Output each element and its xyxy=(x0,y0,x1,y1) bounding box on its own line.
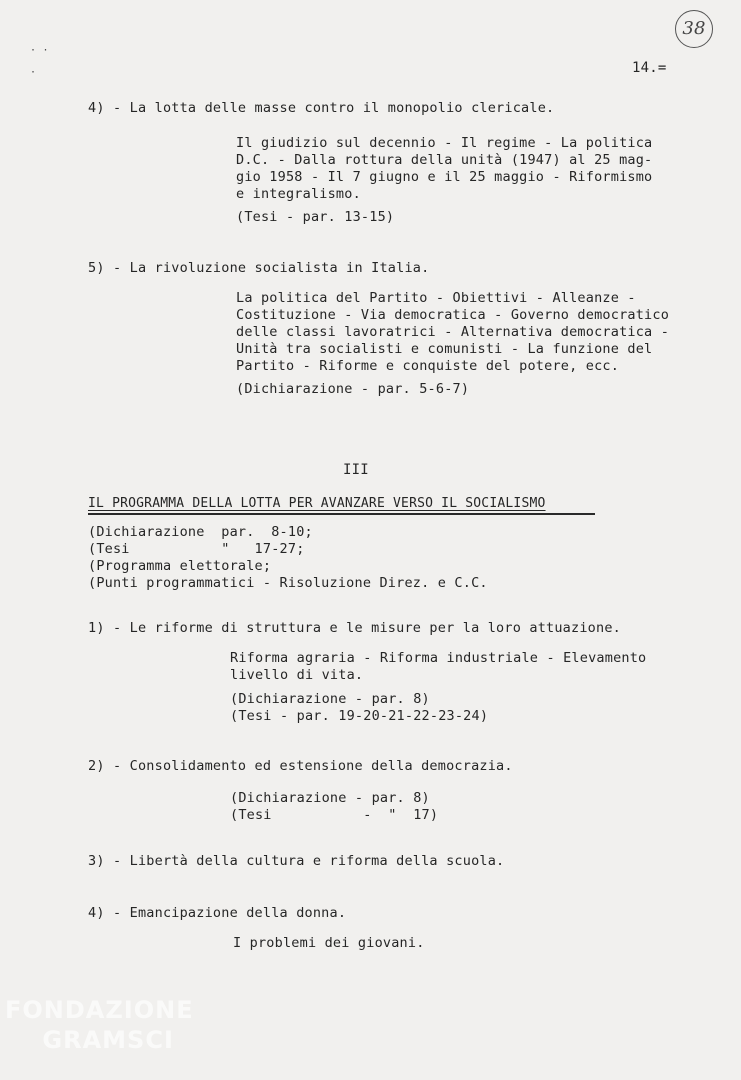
item-body: Il giudizio sul decennio - Il regime - La politica D.C. - Dalla rottura della unità (1947) al 25 mag- gio 1958 - Il 7 giugno e il 25 maggio - Riformismo e integralismo. xyxy=(236,135,653,202)
section-title: IL PROGRAMMA DELLA LOTTA PER AVANZARE VERSO IL SOCIALISMO xyxy=(88,496,546,511)
item-reference: (Dichiarazione - par. 8) (Tesi - par. 19-20-21-22-23-24) xyxy=(230,691,489,724)
page-number: 14.= xyxy=(632,60,667,76)
item-heading: 5) - La rivoluzione socialista in Italia. xyxy=(88,260,430,276)
item-heading: 4) - Emancipazione della donna. xyxy=(88,905,347,921)
item-heading: 2) - Consolidamento ed estensione della democrazia. xyxy=(88,758,513,774)
section-sources: (Dichiarazione par. 8-10; (Tesi " 17-27; (Programma elettorale; (Punti programmatici - Risoluzione Direz. e C.C. xyxy=(88,524,488,591)
item-reference: (Dichiarazione - par. 5-6-7) xyxy=(236,381,470,397)
item-heading: 3) - Libertà della cultura e riforma della scuola. xyxy=(88,853,505,869)
item-heading: 4) - La lotta delle masse contro il monopolio clericale. xyxy=(88,100,555,116)
item-body: Riforma agraria - Riforma industriale - Elevamento livello di vita. xyxy=(230,650,647,683)
item-reference: (Tesi - par. 13-15) xyxy=(236,209,395,225)
item-heading: 1) - Le riforme di struttura e le misure per la loro attuazione. xyxy=(88,620,621,636)
item-reference: (Dichiarazione - par. 8) (Tesi - " 17) xyxy=(230,790,439,823)
watermark-logo: FONDAZIONE GRAMSCI xyxy=(5,996,194,1054)
item-subnote: I problemi dei giovani. xyxy=(233,935,425,951)
paper-specks: · · · xyxy=(30,45,49,78)
handwritten-page-number: 38 xyxy=(675,10,713,48)
section-number: III xyxy=(343,462,369,478)
title-rule xyxy=(88,513,595,515)
item-body: La politica del Partito - Obiettivi - Alleanze - Costituzione - Via democratica - Governo democratico delle classi lavoratrici - Alternativa democratica - Unità tra socialisti e comunisti - La funzione del Partito - Riforme e conquiste del potere, ecc. xyxy=(236,290,670,374)
